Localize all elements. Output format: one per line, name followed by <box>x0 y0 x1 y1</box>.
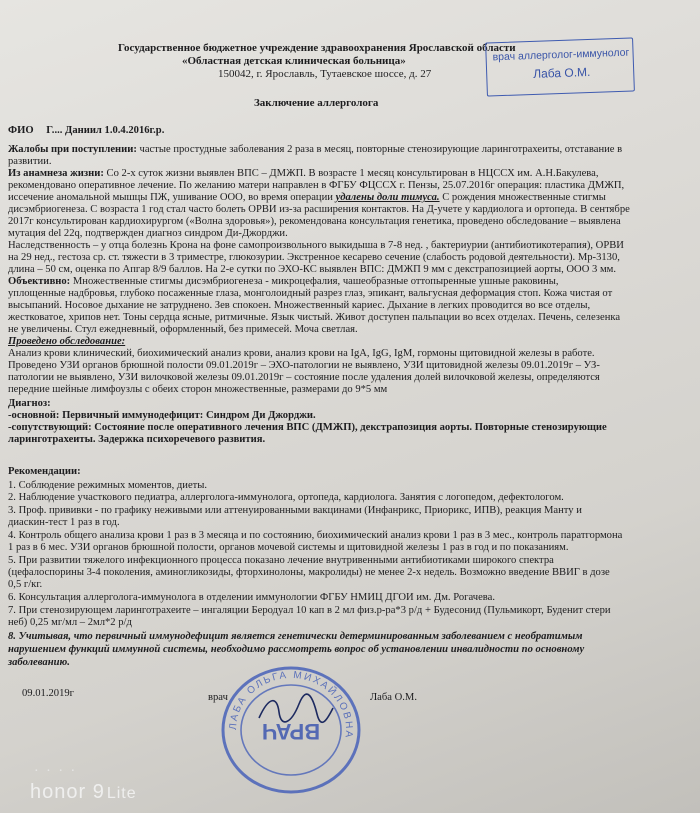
recommendation-6: 6. Консультация аллерголога-иммунолога в отделении иммунологии ФГБУ НМИЦ ДГОИ им. Дм. Рогачева. <box>8 592 496 603</box>
exam-line-2: Проведено УЗИ органов брюшной полости 09.01.2019г – ЭХО-патологии не выявлено, УЗИ щитовидной железы 09.01.2019г – УЗ- <box>8 360 600 371</box>
watermark-brand: honor <box>30 781 87 803</box>
recommendation-3b: диаскин-тест 1 раз в год. <box>8 517 120 528</box>
watermark-suffix: Lite <box>106 785 137 802</box>
complaints-line-1: Жалобы при поступлении: частые простудные заболевания 2 раза в месяц, повторные стенозирующие ларинготрахеиты, отставание в <box>8 144 623 155</box>
recommendation-7b: неб) 0,25 мг/мл – 2мл*2 р/д <box>8 617 132 628</box>
recommendation-8a: 8. Учитывая, что первичный иммунодефицит является генетически детерминированным заболеванием с необратимым <box>8 631 583 642</box>
anamnesis-line-9: длина – 50 см, оценка по Апгар 8/9 баллов. На 2-е сутки по ЭХО-КС выявлен ВПС: ДМЖП 9 мм с декстрапозицией аорты, ООО 3 мм. <box>8 264 617 275</box>
recommendation-2: 2. Наблюдение участкового педиатра, аллерголога-иммунолога, ортопеда, кардиолога. Занятия с логопедом, дефектологом. <box>8 492 564 503</box>
recommendation-3a: 3. Проф. прививки - по графику неживыми или аттенуированными вакцинами (Инфанрикс, Приорикс, ИПВ), реакция Манту и <box>8 505 582 516</box>
recommendation-4a: 4. Контроль общего анализа крови 1 раз в 3 месяца и по состоянию, биохимический анализ крови 1 раз в 3 мес., контроль паратгормона <box>8 530 623 541</box>
objective-line-2: уплощенные надбровья, глубоко посаженные глаза, монголоидный разрез глаз, эпикант, вальгусная деформация стоп. Кожа чистая от <box>8 288 613 299</box>
objective-line-1: Объективно: Множественные стигмы дисэмбриогенеза - микроцефалия, чашеобразные оттопыренные ушные раковины, <box>8 276 559 287</box>
exam-line-3: патологии не выявлено, УЗИ вилочковой железы 09.01.2019г – состояние после удаления долей вилочковой железы, определяются <box>8 372 600 383</box>
recommendations-label: Рекомендации: <box>8 466 81 477</box>
header-line-1: Государственное бюджетное учреждение здравоохранения Ярославской области <box>118 42 516 54</box>
seal-ring-text: ЛАБА ОЛЬГА МИХАЙЛОВНА <box>227 669 355 740</box>
handwritten-signature <box>255 690 335 730</box>
diagnosis-secondary-2: ларинготрахеиты. Задержка психоречевого развития. <box>8 434 266 445</box>
camera-watermark <box>30 781 137 803</box>
footer-role: врач <box>208 692 228 703</box>
header-address: 150042, г. Ярославль, Тутаевское шоссе, д. 27 <box>218 68 432 80</box>
complaints-line-2: развитии. <box>8 156 52 167</box>
watermark-dots: · · · · <box>34 764 78 779</box>
anamnesis-line-5: 2017г консультирован кардиохирургом («Волна здоровья»), рекомендована консультация генетика, проведено обследование – выявлена <box>8 216 621 227</box>
anamnesis-line-2: рекомендовано оперативное лечение. По желанию матери направлен в ФГБУ ФЦССХ г. Пензы, 25.07.2016г операция: пластика ДМЖП, <box>8 180 625 191</box>
anamnesis-line-8: на 29 нед., гестоза ср. ст. тяжести в 3 триместре, глюкозурии. Экстренное кесарево сечение (слабость родовой деятельности). Мр-3130, <box>8 252 620 263</box>
doctor-stamp <box>485 37 635 96</box>
patient-value: Г.... Даниил 1.0.4.2016г.р. <box>46 125 165 136</box>
diagnosis-secondary-1: -сопутствующий: Состояние после оперативного лечения ВПС (ДМЖП), декстрапозиция аорты. Повторные стенозирующие <box>8 422 607 433</box>
exam-line-4: передние шейные лимфоузлы с обеих сторон множественные, размерами до 9*5 мм <box>8 384 388 395</box>
header-line-2: «Областная детская клиническая больница» <box>182 55 406 67</box>
anamnesis-line-6: мутация del 22q, подтвержден диагноз синдром Ди-Джорджи. <box>8 228 288 239</box>
footer-name: Лаба О.М. <box>370 692 417 703</box>
objective-line-3: высыпаний. Носовое дыхание не затруднено. Зев спокоен. Множественный кариес. Дыхание в легких проводится во все отделы, <box>8 300 591 311</box>
anamnesis-line-7: Наследственность – у отца болезнь Крона на фоне самопроизвольного выкидыша в 7-8 нед. , бактериурии (антибиотикотерапия), ОРВИ <box>8 240 624 251</box>
recommendation-1: 1. Соблюдение режимных моментов, диеты. <box>8 480 208 491</box>
anamnesis-line-1: Из анамнеза жизни: Со 2-х суток жизни выявлен ВПС – ДМЖП. В возрасте 1 месяц консультирован в НЦССХ им. А.Н.Бакулева, <box>8 168 599 179</box>
diagnosis-main: -основной: Первичный иммунодефицит: Синдром Ди Джорджи. <box>8 410 316 421</box>
stamp-line-1: врач аллерголог-иммунолог <box>492 46 630 64</box>
patient-line <box>8 125 164 137</box>
complaints-label: Жалобы при поступлении: <box>8 144 137 155</box>
stamp-line-2: Лаба О.М. <box>532 64 591 81</box>
exam-line-1: Анализ крови клинический, биохимический анализ крови, анализ крови на IgA, IgG, IgM, гормоны щитовидной железы в работе. <box>8 348 595 359</box>
exam-label: Проведено обследование: <box>8 336 126 347</box>
watermark-model: 9 <box>92 781 105 803</box>
recommendation-7a: 7. При стенозирующем ларинготрахеите – ингаляции Беродуал 10 кап в 2 мл физ.р-ра*3 р/д + Будесонид (Пульмикорт, Буденит стери <box>8 605 611 616</box>
anamnesis-label: Из анамнеза жизни: <box>8 168 104 179</box>
document-title: Заключение аллерголога <box>254 97 379 109</box>
recommendation-5b: (цефалоспорины 3-4 поколения, аминогликозиды, фторхинолоны, макролиды) не менее 2-х недель. Возможно введение ВВИГ в дозе <box>8 567 610 578</box>
diagnosis-label: Диагноз: <box>8 398 51 409</box>
recommendation-4b: 1 раз в 6 мес. УЗИ органов брюшной полости, органов мочевой системы и щитовидной железы 1 раз в год и по показаниям. <box>8 542 569 553</box>
seal-center-text: ВРАЧ <box>261 719 321 744</box>
recommendation-5a: 5. При развитии тяжелого инфекционного процесса показано лечение внутривенными антибиотиками широкого спектра <box>8 555 554 566</box>
thymus-highlight: удалены доли тимуса. <box>335 192 440 203</box>
anamnesis-line-3: иссечение аномальной мышцы ПЖ, ушивание ООО, во время операции удалены доли тимуса. С рождения множественные стигмы <box>8 192 606 203</box>
anamnesis-line-4: дисэмбриогенеза. С возраста 1 год стал часто болеть ОРВИ из-за расширения контактов. На Д-учете у кардиолога и ортопеда. В сентябре <box>8 204 630 215</box>
recommendation-5c: 0,5 г/кг. <box>8 579 43 590</box>
objective-label: Объективно: <box>8 276 71 287</box>
round-seal <box>216 660 366 800</box>
footer-date: 09.01.2019г <box>22 688 75 699</box>
recommendation-8c: заболеванию. <box>8 657 70 668</box>
patient-label: ФИО <box>8 125 34 136</box>
objective-line-4: жестковатое, хрипов нет. Тоны сердца ясные, ритмичные. Язык чистый. Живот доступен пальпации во всех отделах. Печень, селезенка <box>8 312 621 323</box>
recommendation-8b: нарушением функций иммунной системы, необходимо рассмотреть вопрос об установлении инвалидности по основному <box>8 644 585 655</box>
objective-line-5: не увеличены. Стул ежедневный, оформленный, без примесей. Моча светлая. <box>8 324 358 335</box>
